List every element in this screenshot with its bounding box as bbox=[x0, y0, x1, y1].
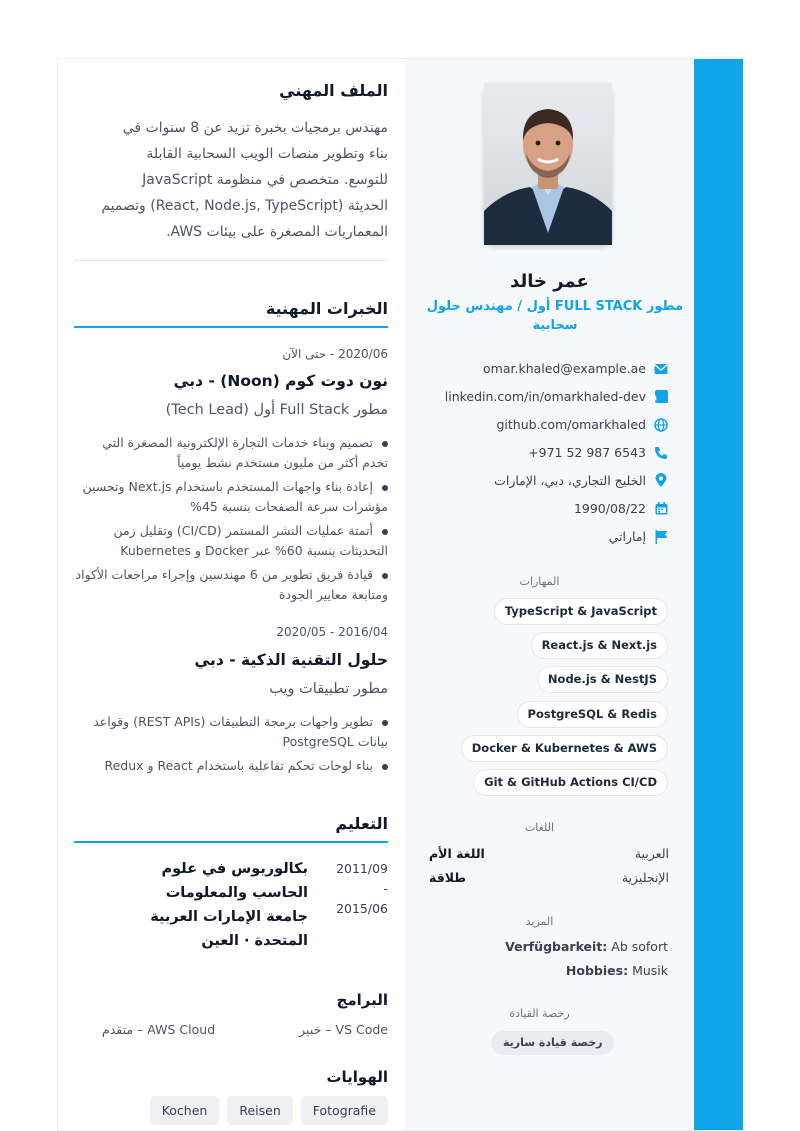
skill-chip: TypeScript & JavaScript bbox=[494, 598, 668, 625]
hobbies-row: Hobbies: Musik bbox=[565, 963, 668, 978]
skill-chip: Node.js & NestJS bbox=[537, 666, 668, 693]
job-company: حلول التقنية الذكية - دبي bbox=[194, 651, 388, 669]
contact-github[interactable]: github.com/omarkhaled bbox=[496, 417, 668, 432]
language-row: العربية اللغة الأم bbox=[429, 846, 669, 861]
list-item: تطوير واجهات برمجة التطبيقات (REST APIs) وقواعد بيانات PostgreSQL bbox=[93, 714, 388, 749]
contact-address: الخليج التجاري، دبي، الإمارات bbox=[494, 473, 668, 488]
language-row: الإنجليزية طلاقة bbox=[429, 870, 669, 885]
hobby-tag: Kochen bbox=[150, 1096, 220, 1125]
section-rule bbox=[74, 841, 388, 843]
skill-chip: PostgreSQL & Redis bbox=[517, 701, 668, 728]
more-heading: المزيد bbox=[525, 915, 554, 928]
education-dates: 2011/09 - 2015/06 bbox=[336, 861, 388, 916]
skill-chip: Docker & Kubernetes & AWS bbox=[461, 735, 668, 762]
job-bullets bbox=[74, 712, 388, 778]
software-list bbox=[74, 1022, 388, 1042]
section-rule bbox=[74, 326, 388, 328]
divider bbox=[74, 260, 388, 261]
profile-photo bbox=[484, 83, 612, 245]
contact-nationality: إماراتي bbox=[609, 529, 668, 544]
list-item: أتمتة عمليات النشر المستمر (CI/CD) وتقليل زمن التحديثات بنسبة 60% عبر Docker و Kubernetes bbox=[113, 523, 388, 558]
profile-name: عمر خالد bbox=[510, 271, 589, 292]
license-heading: رخصة القيادة bbox=[509, 1007, 570, 1020]
list-item: بناء لوحات تحكم تفاعلية باستخدام React و Redux bbox=[74, 756, 388, 778]
accent-stripe bbox=[694, 59, 743, 1130]
education-degree: بكالوريوس في علوم الحاسب والمعلومات bbox=[161, 861, 308, 901]
availability-row: Verfügbarkeit: Ab sofort bbox=[505, 939, 668, 954]
sidebar bbox=[405, 59, 694, 1130]
job-company: نون دوت كوم (Noon) - دبي bbox=[173, 372, 388, 390]
education-heading: التعليم bbox=[335, 814, 388, 833]
contact-birthdate: 1990/08/22 bbox=[574, 501, 668, 516]
summary-text: مهندس برمجيات بخبرة تزيد عن 8 سنوات في بناء وتطوير منصات الويب السحابية القابلة للتوسع. متخصص في منظومة JavaScript الحديثة (React, Node.js, TypeScript) وتصميم المعماريات المصغرة على بيئات AWS. bbox=[101, 120, 388, 240]
skill-chip: Git & GitHub Actions CI/CD bbox=[473, 769, 668, 796]
job-date: 2016/04 - 2020/05 bbox=[276, 625, 388, 639]
hobby-tag: Fotografie bbox=[301, 1096, 388, 1125]
job-role: مطور Full Stack أول (Tech Lead) bbox=[165, 402, 388, 418]
software-item: VS Code – خبير bbox=[299, 1022, 388, 1037]
job-role: مطور تطبيقات ويب bbox=[269, 681, 388, 697]
contact-phone[interactable]: +971 52 987 6543 bbox=[528, 445, 668, 460]
hobby-tag: Reisen bbox=[227, 1096, 292, 1125]
education-school: جامعة الإمارات العربية المتحدة · العين bbox=[150, 909, 308, 949]
contact-email[interactable]: omar.khaled@example.ae bbox=[483, 361, 668, 376]
contact-linkedin[interactable]: in linkedin.com/in/omarkhaled-dev bbox=[445, 389, 668, 404]
job-date: 2020/06 - حتى الآن bbox=[282, 347, 388, 361]
resume-page bbox=[57, 58, 743, 1131]
envelope-icon bbox=[654, 362, 668, 376]
globe-icon bbox=[654, 418, 668, 432]
experience-heading: الخبرات المهنية bbox=[265, 299, 388, 318]
skill-chip: React.js & Next.js bbox=[531, 632, 668, 659]
languages-heading: اللغات bbox=[524, 821, 555, 834]
education-entry bbox=[74, 857, 388, 957]
hobbies-list bbox=[74, 1096, 388, 1125]
list-item: تصميم وبناء خدمات التجارة الإلكترونية المصغرة التي تخدم أكثر من مليون مستخدم نشط يومياً bbox=[102, 435, 388, 470]
linkedin-icon bbox=[647, 390, 668, 404]
list-item: إعادة بناء واجهات المستخدم باستخدام Next.js وتحسين مؤشرات سرعة الصفحات بنسبة 45% bbox=[82, 479, 388, 514]
job-bullets bbox=[74, 433, 388, 609]
location-icon bbox=[654, 474, 668, 488]
profile-title: مطور FULL STACK أول / مهندس حلول سحابية bbox=[426, 299, 684, 333]
phone-icon bbox=[654, 446, 668, 460]
list-item: قيادة فريق تطوير من 6 مهندسين وإجراء مراجعات الأكواد ومتابعة معايير الجودة bbox=[75, 567, 388, 602]
hobbies-heading: الهوايات bbox=[326, 1068, 388, 1086]
software-heading: البرامج bbox=[336, 991, 388, 1009]
education-details bbox=[108, 857, 308, 953]
flag-icon bbox=[654, 530, 668, 544]
calendar-icon bbox=[654, 502, 668, 516]
license-badge: رخصة قيادة سارية bbox=[491, 1031, 614, 1055]
software-item: AWS Cloud – متقدم bbox=[102, 1022, 216, 1037]
summary-heading: الملف المهني bbox=[279, 81, 388, 100]
svg-text:in: in bbox=[647, 393, 657, 404]
skills-heading: المهارات bbox=[519, 575, 560, 588]
